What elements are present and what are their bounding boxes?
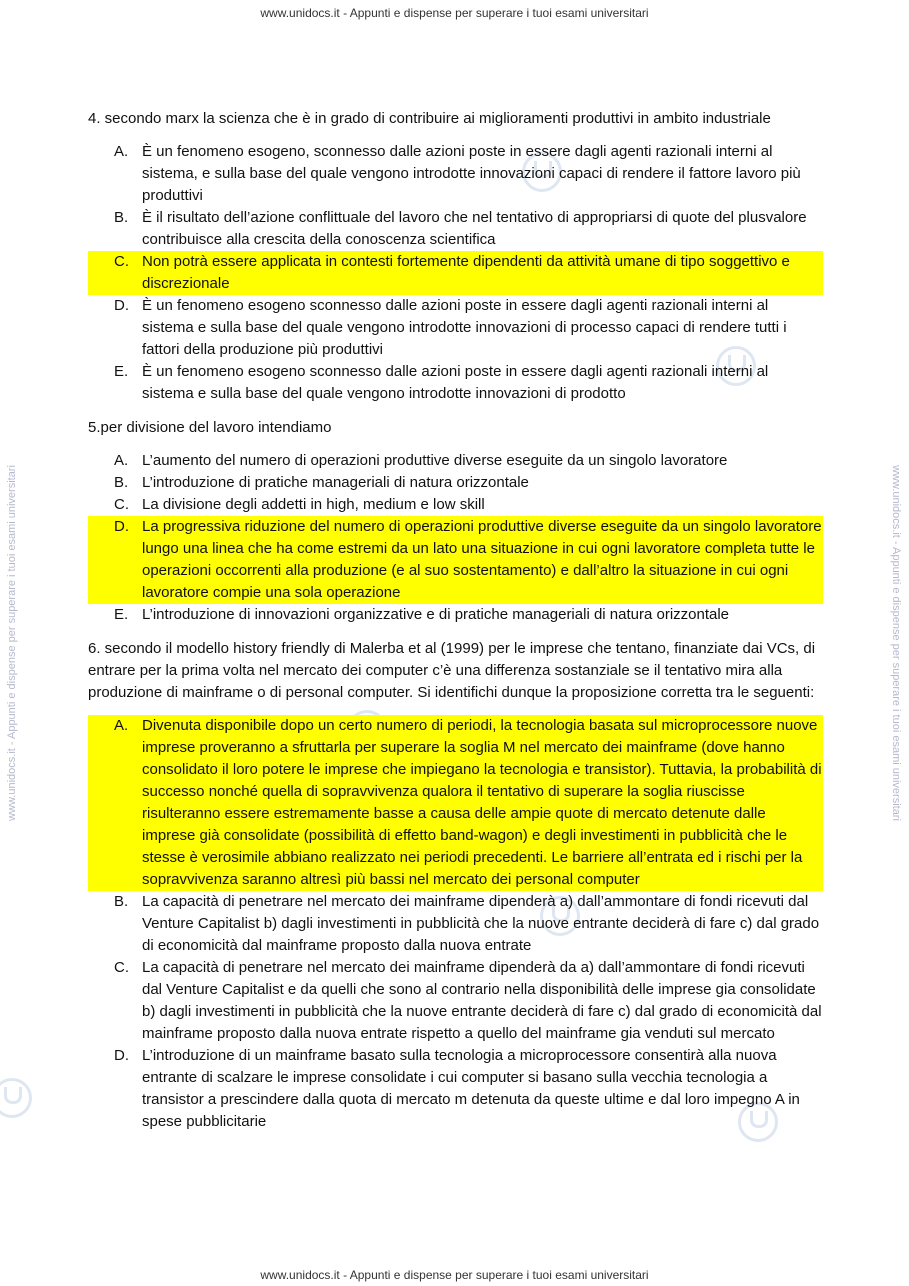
option-text: La divisione degli addetti in high, medium e low skill [142, 496, 485, 513]
option-text: È un fenomeno esogeno sconnesso dalle azioni poste in essere dagli agenti razionali interni al sistema e sulla base del quale vengono introdotte innovazioni di prodotto [142, 363, 769, 402]
option-letter: D. [114, 297, 129, 314]
option-text: L’introduzione di un mainframe basato sulla tecnologia a microprocessore consentirà alla nuova entrante di scalzare le imprese consolidate i cui computer si basano sulla vecchia tecnologia a transistor a prescindere dalla quota di mercato m detenuta da queste ultime e dal loro impegno A in spese pubblicitarie [142, 1047, 800, 1130]
option-4c-highlighted [88, 251, 823, 295]
watermark-header: www.unidocs.it - Appunti e dispense per superare i tuoi esami universitari [260, 6, 649, 20]
option-letter: E. [114, 606, 129, 623]
option-4e [88, 361, 823, 405]
option-text: È un fenomeno esogeno, sconnesso dalle azioni poste in essere dagli agenti razionali interni al sistema, e sulla base del quale vengono introdotte innovazioni capaci di rendere il fattore lavoro più produttivi [142, 143, 801, 204]
question-6-options [88, 715, 823, 1133]
option-5b [88, 472, 823, 494]
option-text: L’introduzione di pratiche manageriali di natura orizzontale [142, 474, 529, 491]
option-6d [88, 1045, 823, 1133]
option-letter: D. [114, 518, 129, 535]
option-letter: C. [114, 253, 129, 270]
option-6a-highlighted [88, 715, 823, 891]
option-5d-highlighted [88, 516, 823, 604]
option-6c [88, 957, 823, 1045]
option-letter: B. [114, 209, 129, 226]
option-text: L’aumento del numero di operazioni produttive diverse eseguite da un singolo lavoratore [142, 452, 728, 469]
option-5a [88, 450, 823, 472]
option-letter: B. [114, 893, 129, 910]
option-letter: E. [114, 363, 129, 380]
option-text: È il risultato dell’azione conflittuale del lavoro che nel tentativo di appropriarsi di quote del plusvalore contribuisce alla crescita della conoscenza scientifica [142, 209, 807, 248]
question-4: 4. secondo marx la scienza che è in grado di contribuire ai miglioramenti produttivi in ambito industriale [88, 110, 771, 127]
option-4a [88, 141, 823, 207]
option-5e [88, 604, 823, 626]
option-text: L’introduzione di innovazioni organizzative e di pratiche manageriali di natura orizzontale [142, 606, 730, 623]
watermark-footer: www.unidocs.it - Appunti e dispense per superare i tuoi esami universitari [260, 1268, 649, 1282]
option-text: La progressiva riduzione del numero di operazioni produttive diverse eseguite da un singolo lavoratore lungo una linea che ha come estremi da un lato una situazione in cui ogni lavoratore completa tutte le operazioni occorrenti alla produzione (e al suo sostentamento) e dall’altro la situazione in cui ogni lavoratore compie una sola operazione [142, 518, 822, 601]
question-4-options [88, 141, 823, 405]
watermark-left: www.unidocs.it - Appunti e dispense per superare i tuoi esami universitari [6, 465, 18, 821]
option-5c [88, 494, 823, 516]
option-letter: A. [114, 452, 129, 469]
question-6: 6. secondo il modello history friendly di Malerba et al (1999) per le imprese che tentano, finanziate dai VCs, di entrare per la prima volta nel mercato dei computer c’è una differenza sostanziale se il tentativo mira alla produzione di mainframe o di personal computer. Si identifichi dunque la proposizione corretta tra le seguenti: [88, 640, 816, 701]
option-text: La capacità di penetrare nel mercato dei mainframe dipenderà da a) dall’ammontare di fondi ricevuti dal Venture Capitalist e da quelli che sono al contrario nella disponibilità delle imprese gia consolidate b) dagli investimenti in pubblicità che la nuove entrante deciderà di fare c) dal grado di economicità dal mainframe proposto dalla nuova entrate rispetto a quello del mainframe gia venduti sul mercato [142, 959, 822, 1042]
option-letter: B. [114, 474, 129, 491]
option-6b [88, 891, 823, 957]
question-5-options [88, 450, 823, 626]
option-letter: A. [114, 143, 129, 160]
option-letter: A. [114, 717, 129, 734]
option-text: È un fenomeno esogeno sconnesso dalle azioni poste in essere dagli agenti razionali interni al sistema e sulla base del quale vengono introdotte innovazioni di processo capaci di rendere tutti i fattori della produzione più produttivi [142, 297, 787, 358]
question-5: 5.per divisione del lavoro intendiamo [88, 419, 332, 436]
option-text: Non potrà essere applicata in contesti fortemente dipendenti da attività umane di tipo soggettivo e discrezionale [142, 253, 790, 292]
option-text: La capacità di penetrare nel mercato dei mainframe dipenderà a) dall’ammontare di fondi ricevuti dal Venture Capitalist b) dagli investimenti in pubblicità che la nuove entrante deciderà di fare c) dal grado di economicità dal mainframe proposto dalla nuova entrate [142, 893, 820, 954]
option-4d [88, 295, 823, 361]
option-text: Divenuta disponibile dopo un certo numero di periodi, la tecnologia basata sul microprocessore nuove imprese proveranno a sfruttarla per superare la soglia M nel mercato dei mainframe (dove hanno consolidato il loro potere le imprese che impiegano la tecnologia e transistor). Tuttavia, la probabilità di successo nonché quella di sopravvivenza qualora il tentativo di superare la soglia riuscisse risulteranno essere estremamente basse a causa delle ampie quote di mercato detenute dalle imprese già consolidate (possibilità di effetto band-wagon) e degli investimenti in pubblicità che le stesse è verosimile abbiano realizzato nei periodi precedenti. Le barriere all’entrata ed i rischi per la sopravvivenza saranno altresì più bassi nel mercato dei personal computer [142, 717, 822, 888]
option-4b [88, 207, 823, 251]
document-body [88, 108, 823, 1145]
option-letter: C. [114, 959, 129, 976]
watermark-right: www.unidocs.it - Appunti e dispense per superare i tuoi esami universitari [890, 465, 902, 821]
unidocs-logo-icon [0, 1078, 32, 1118]
option-letter: D. [114, 1047, 129, 1064]
option-letter: C. [114, 496, 129, 513]
